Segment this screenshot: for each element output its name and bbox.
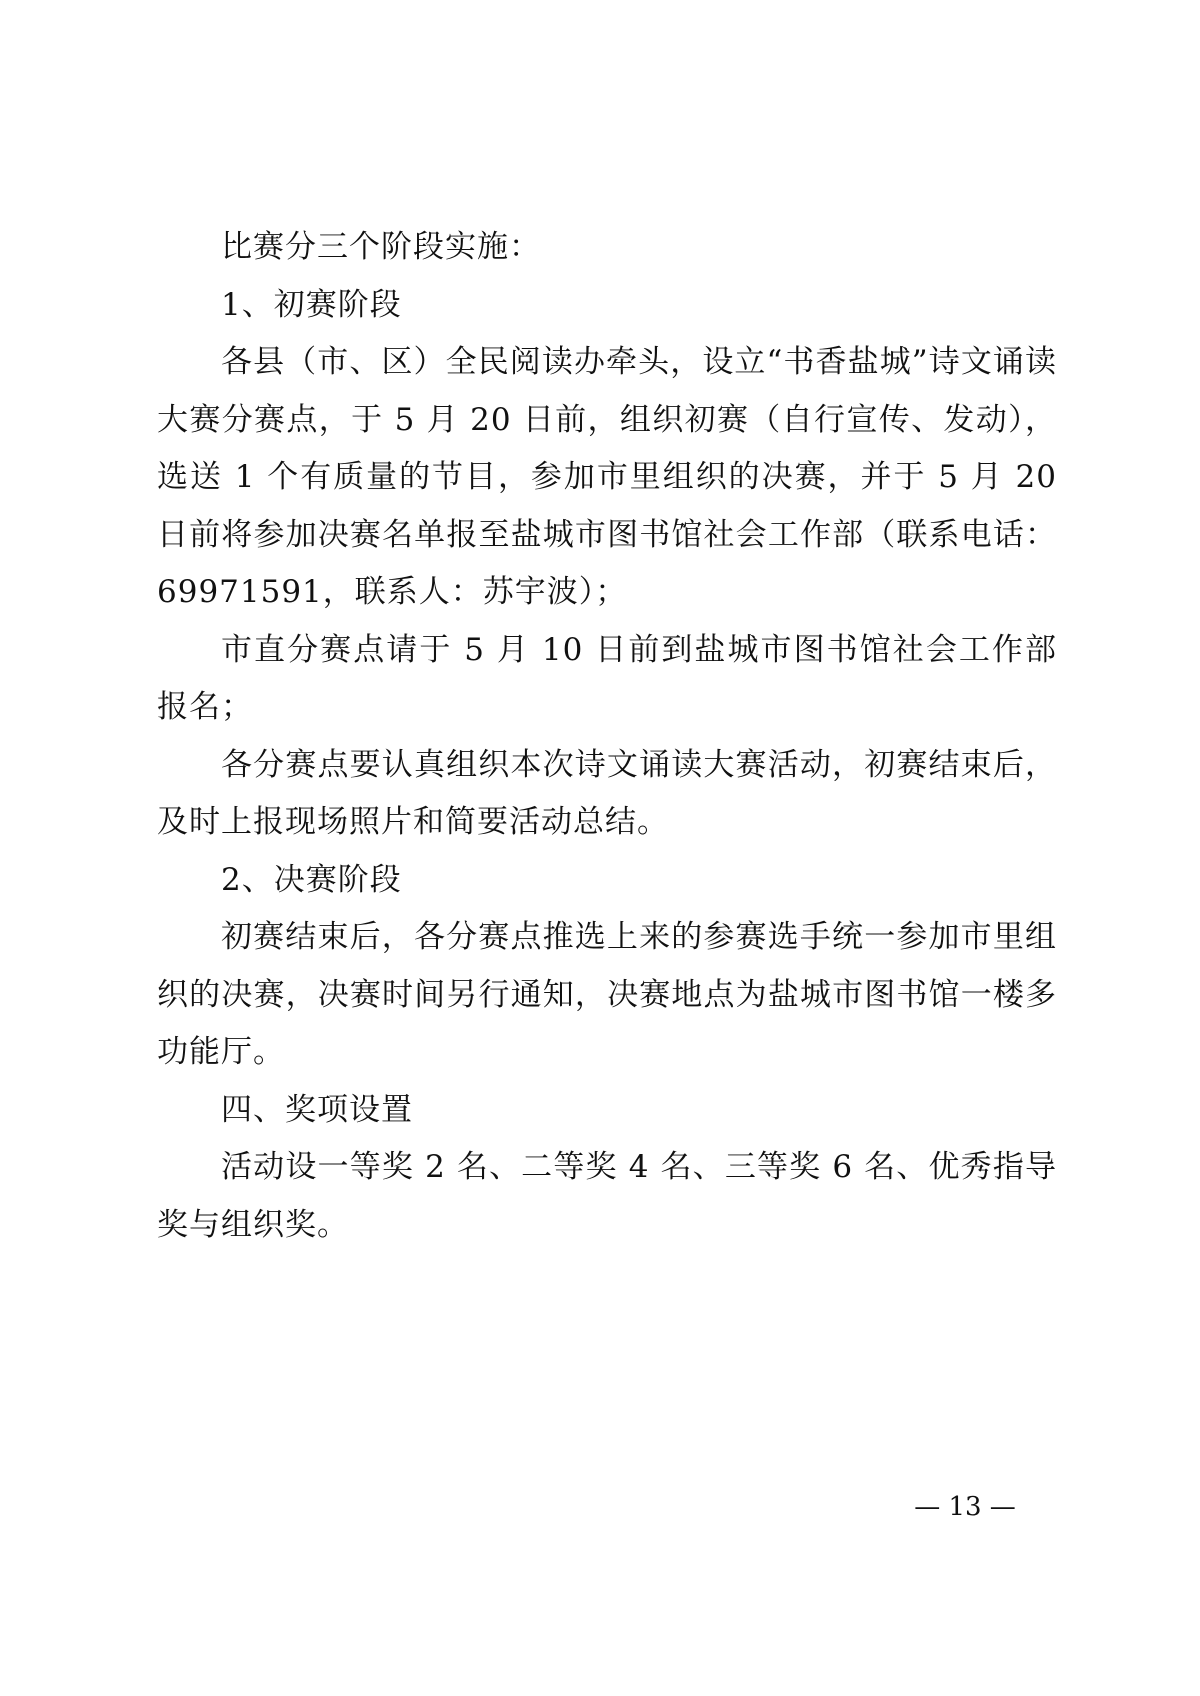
page-number: — 13 —: [914, 1492, 1016, 1522]
heading-final-stage: 2、决赛阶段: [221, 861, 402, 898]
paragraph-final-details: 初赛结束后，各分赛点推选上来的参赛选手统一参加市里组织的决赛，决赛时间另行通知，决赛地点为盐城市图书馆一楼多功能厅。: [157, 919, 1057, 1070]
paragraph-organize-requirements: 各分赛点要认真组织本次诗文诵读大赛活动，初赛结束后，及时上报现场照片和简要活动总结。: [157, 746, 1057, 840]
heading-preliminary-stage: 1、初赛阶段: [221, 286, 402, 323]
paragraph-preliminary-details: 各县（市、区）全民阅读办牵头，设立“书香盐城”诗文诵读大赛分赛点，于 5 月 20 日前，组织初赛（自行宣传、发动），选送 1 个有质量的节目，参加市里组织的决赛，并于 5 月 20 日前将参加决赛名单报至盐城市图书馆社会工作部（联系电话：69971591，联系人：苏宇波）；: [157, 344, 1057, 610]
heading-awards: 四、奖项设置: [221, 1091, 413, 1128]
paragraph-competition-stages: 比赛分三个阶段实施：: [221, 229, 541, 265]
paragraph-awards-details: 活动设一等奖 2 名、二等奖 4 名、三等奖 6 名、优秀指导奖与组织奖。: [157, 1149, 1057, 1243]
document-body: [157, 219, 1057, 1254]
paragraph-city-registration: 市直分赛点请于 5 月 10 日前到盐城市图书馆社会工作部报名；: [157, 631, 1057, 725]
